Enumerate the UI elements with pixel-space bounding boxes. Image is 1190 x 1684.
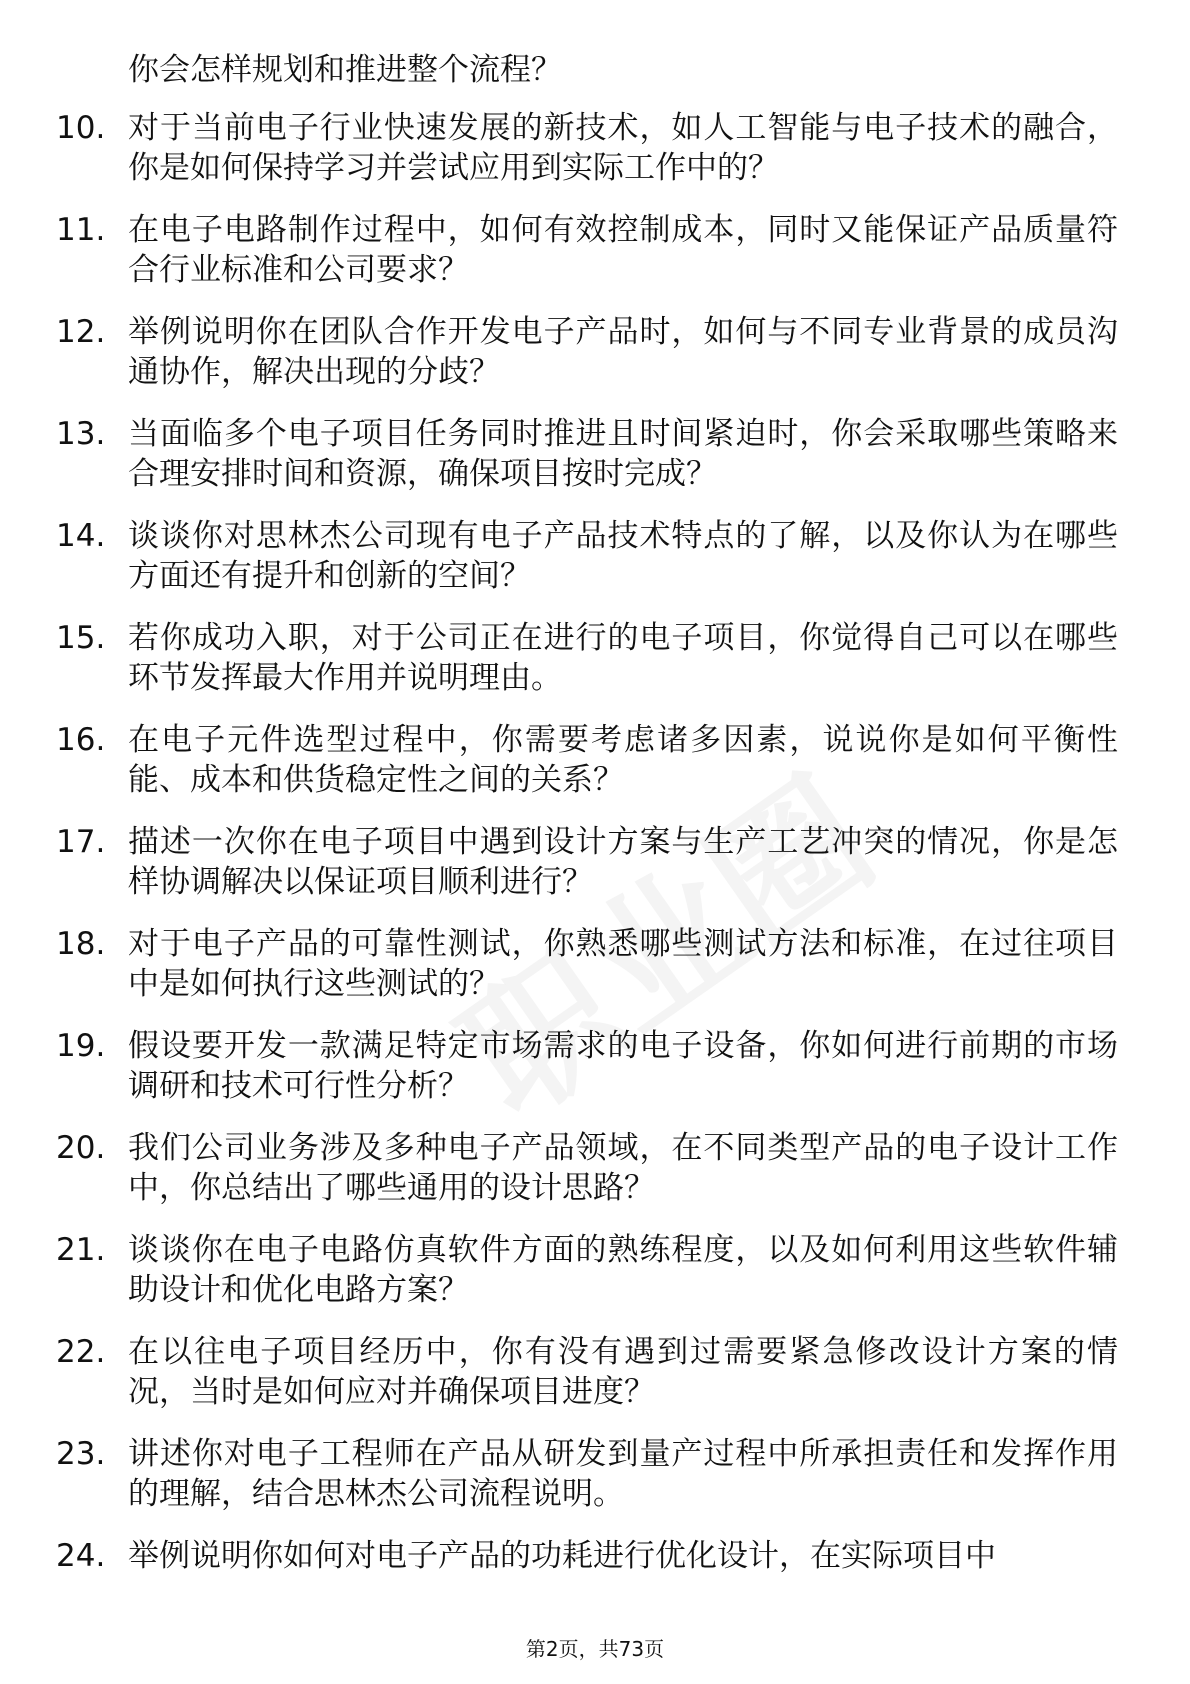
question-text: 谈谈你对思林杰公司现有电子产品技术特点的了解，以及你认为在哪些方面还有提升和创新的空间？ [128, 518, 1118, 594]
question-text: 举例说明你在团队合作开发电子产品时，如何与不同专业背景的成员沟通协作，解决出现的分歧？ [128, 314, 1118, 390]
question-item [0, 1230, 1190, 1332]
question-number: 10. [56, 110, 106, 146]
question-number: 24. [56, 1538, 106, 1574]
question-item [0, 618, 1190, 720]
question-number: 21. [56, 1232, 106, 1268]
question-item [0, 1332, 1190, 1434]
question-number: 17. [56, 824, 106, 860]
question-number: 16. [56, 722, 106, 758]
question-text: 谈谈你在电子电路仿真软件方面的熟练程度，以及如何利用这些软件辅助设计和优化电路方案？ [128, 1232, 1118, 1308]
question-text: 在电子元件选型过程中，你需要考虑诸多因素，说说你是如何平衡性能、成本和供货稳定性之间的关系？ [128, 722, 1118, 798]
question-number: 11. [56, 212, 106, 248]
question-item [0, 312, 1190, 414]
question-text: 举例说明你如何对电子产品的功耗进行优化设计，在实际项目中 [128, 1538, 996, 1574]
question-item [0, 1128, 1190, 1230]
page-footer [0, 1636, 1190, 1662]
question-item [0, 516, 1190, 618]
question-number: 13. [56, 416, 106, 452]
question-text: 对于当前电子行业快速发展的新技术，如人工智能与电子技术的融合，你是如何保持学习并尝试应用到实际工作中的？ [128, 110, 1118, 186]
question-item [0, 1536, 1190, 1638]
question-item [0, 822, 1190, 924]
question-text: 当面临多个电子项目任务同时推进且时间紧迫时，你会采取哪些策略来合理安排时间和资源，确保项目按时完成？ [128, 416, 1118, 492]
question-number: 20. [56, 1130, 106, 1166]
question-number: 15. [56, 620, 106, 656]
question-text: 讲述你对电子工程师在产品从研发到量产过程中所承担责任和发挥作用的理解，结合思林杰公司流程说明。 [128, 1436, 1118, 1512]
question-number: 23. [56, 1436, 106, 1472]
question-number: 22. [56, 1334, 106, 1370]
question-text: 在电子电路制作过程中，如何有效控制成本，同时又能保证产品质量符合行业标准和公司要求？ [128, 212, 1118, 288]
question-item [0, 1026, 1190, 1128]
question-item [0, 720, 1190, 822]
continued-question-text: 你会怎样规划和推进整个流程？ [128, 52, 562, 88]
page-number-label: 第2页，共73页 [525, 1637, 665, 1661]
question-number: 12. [56, 314, 106, 350]
question-item [0, 924, 1190, 1026]
question-text: 在以往电子项目经历中，你有没有遇到过需要紧急修改设计方案的情况，当时是如何应对并确保项目进度？ [128, 1334, 1118, 1410]
question-item [0, 1434, 1190, 1536]
question-number: 19. [56, 1028, 106, 1064]
question-text: 假设要开发一款满足特定市场需求的电子设备，你如何进行前期的市场调研和技术可行性分析？ [128, 1028, 1118, 1104]
question-item [0, 210, 1190, 312]
question-text: 描述一次你在电子项目中遇到设计方案与生产工艺冲突的情况，你是怎样协调解决以保证项目顺利进行？ [128, 824, 1118, 900]
question-text: 若你成功入职，对于公司正在进行的电子项目，你觉得自己可以在哪些环节发挥最大作用并说明理由。 [128, 620, 1118, 696]
question-text: 对于电子产品的可靠性测试，你熟悉哪些测试方法和标准，在过往项目中是如何执行这些测试的？ [128, 926, 1118, 1002]
question-list [0, 108, 1190, 1638]
question-item [0, 108, 1190, 210]
question-item [0, 414, 1190, 516]
question-number: 18. [56, 926, 106, 962]
question-text: 我们公司业务涉及多种电子产品领域，在不同类型产品的电子设计工作中，你总结出了哪些通用的设计思路？ [128, 1130, 1118, 1206]
question-number: 14. [56, 518, 106, 554]
